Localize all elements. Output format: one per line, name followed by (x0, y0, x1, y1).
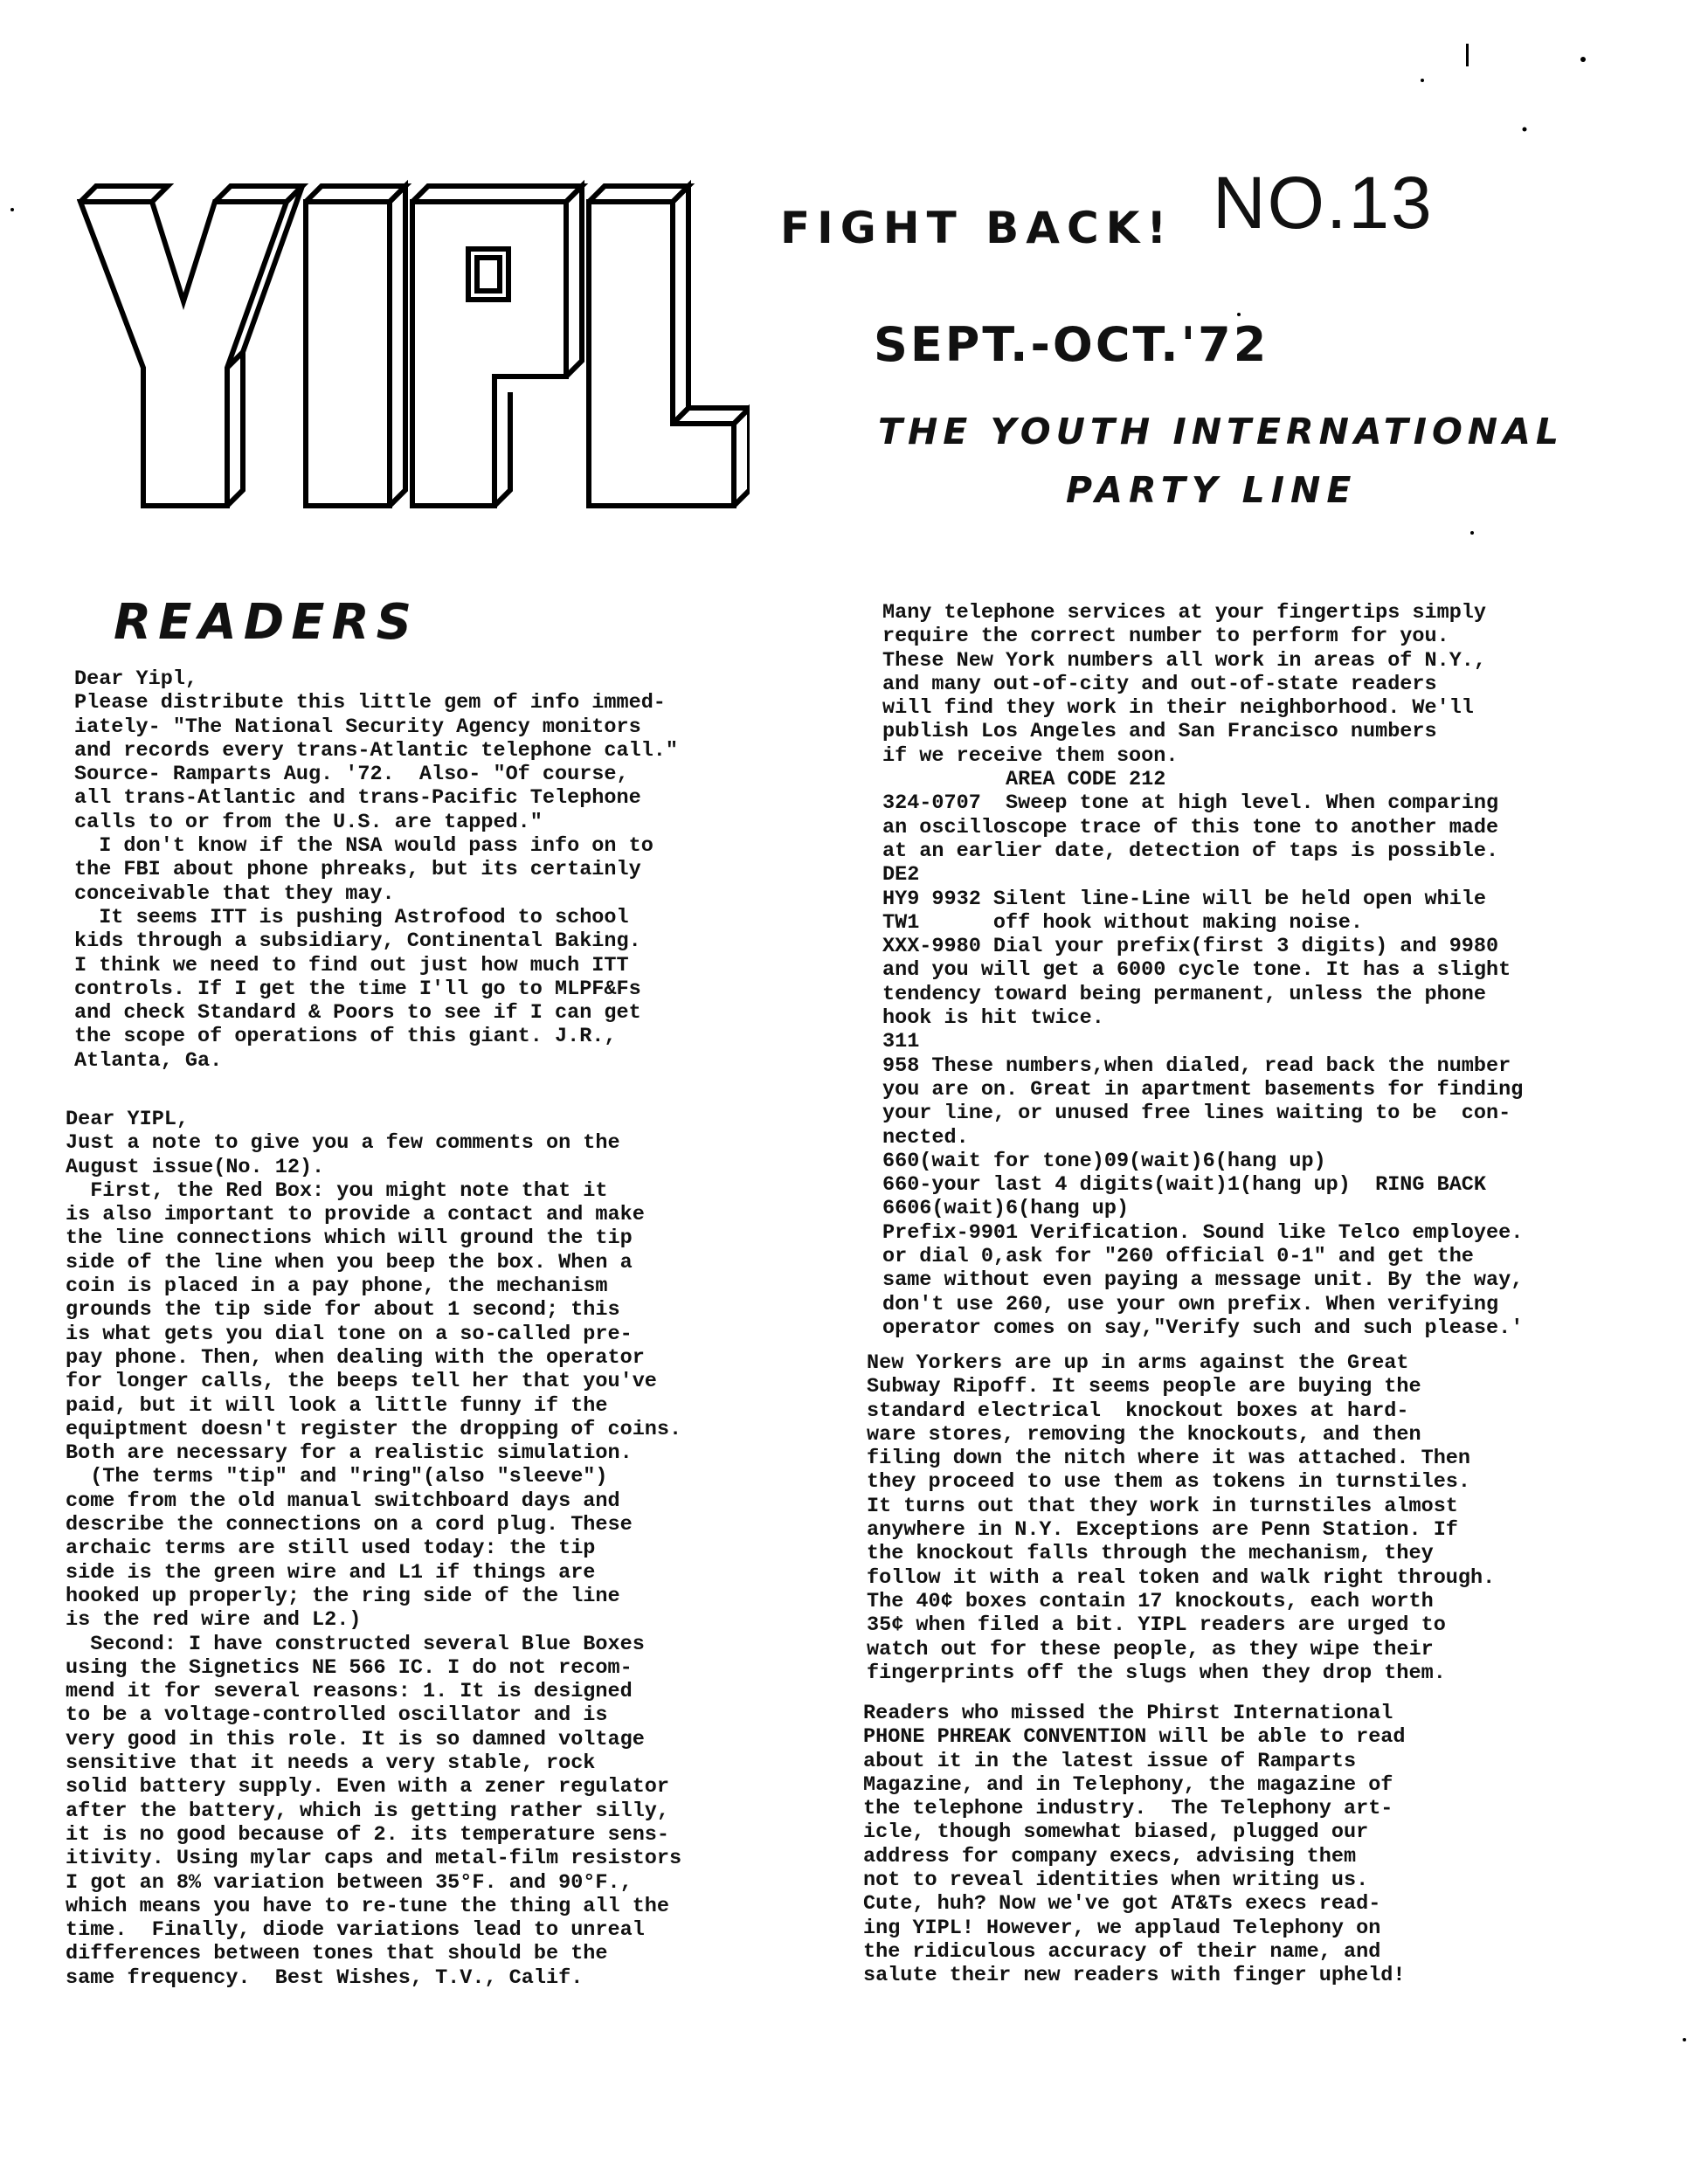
letter-from-atlanta: Dear Yipl, Please distribute this little gem of info immed- iately- "The National Security Agency monitors and records every trans-Atlantic telephone call." Source- Ramparts Aug. '72. Also- "Of course, all trans-Atlantic and trans-Pacific Telephone calls to or from the U.S. are tapped." I don't know if the NSA would pass info on to the FBI about phone phreaks, but its certainly conceivable that they may. It seems ITT is pushing Astrofood to school kids through a subsidiary, Continental Baking. I think we need to find out just how much ITT controls. If I get the time I'll go to MLPF&Fs and check Standard & Poors to see if I can get the scope of operations of this giant. J.R., Atlanta, Ga. (74, 667, 679, 1073)
subway-ripoff-article: New Yorkers are up in arms against the Great Subway Ripoff. It seems people are buying the standard electrical knockout boxes at hard- ware stores, removing the knockouts, and then filing down the nitch where it was attached. Then they proceed to use them as tokens in turnstiles. It turns out that they work in turnstiles almost anywhere in N.Y. Exceptions are Penn Station. If the knockout falls through the mechanism, they follow it with a real token and walk right through. The 40¢ boxes contain 17 knockouts, each worth 35¢ when filed a bit. YIPL readers are urged to watch out for these people, as they wipe their fingerprints off the slugs when they drop them. (867, 1351, 1496, 1685)
tagline-line-1: THE YOUTH INTERNATIONAL (878, 411, 1564, 452)
issue-number: NO.13 (1213, 162, 1434, 244)
telephone-services-article: Many telephone services at your fingertips simply require the correct number to perform for you. These New York numbers all work in areas of N.Y., and many out-of-city and out-of-state readers will find they work in their neighborhood. We'll publish Los Angeles and San Francisco numbers if we receive them soon. AREA CODE 212 324-0707 Sweep tone at high level. When comparing an oscilloscope trace of this tone to another made at an earlier date, detection of taps is possible. DE2 HY9 9932 Silent line-Line will be held open while TW1 off hook without making noise. XXX-9980 Dial your prefix(first 3 digits) and 9980 and you will get a 6000 cycle tone. It has a slight tendency toward being permanent, unless the phone hook is hit twice. 311 958 These numbers,when dialed, read back the number you are on. Great in apartment basements for finding your line, or unused free lines waiting to be con- nected. 660(wait for tone)09(wait)6(hang up) 660-your last 4 digits(wait)1(hang up) RING BACK 6606(wait)6(hang up) Prefix-9901 Verification. Sound like Telco employee. or dial 0,ask for "260 official 0-1" and get the same without even paying a message unit. By the way, don't use 260, use your own prefix. When verifying operator comes on say,"Verify such and such please.' (882, 601, 1524, 1340)
readers-heading: READERS (114, 594, 418, 651)
slogan: FIGHT BACK! (780, 203, 1174, 253)
issue-date: SEPT.-OCT.'72 (874, 317, 1269, 372)
tagline-line-2: PARTY LINE (1066, 469, 1358, 511)
phone-phreak-convention-article: Readers who missed the Phirst International PHONE PHREAK CONVENTION will be able to read about it in the latest issue of Ramparts Magazine, and in Telephony, the magazine of the telephone industry. The Telephony art- icle, though somewhat biased, plugged our address for company execs, advising them not to reveal identities when writing us. Cute, huh? Now we've got AT&Ts execs read- ing YIPL! However, we applaud Telephony on the ridiculous accuracy of their name, and salute their new readers with finger upheld! (863, 1702, 1406, 1988)
letter-from-california: Dear YIPL, Just a note to give you a few comments on the August issue(No. 12). First, the Red Box: you might note that it is also important to provide a contact and make the line connections which will ground the tip side of the line when you beep the box. When a coin is placed in a pay phone, the mechanism grounds the tip side for about 1 second; this is what gets you dial tone on a so-called pre- pay phone. Then, when dealing with the operator for longer calls, the beeps tell her that you've paid, but it will look a little funny if the equiptment doesn't register the dropping of coins. Both are necessary for a realistic simulation. (The terms "tip" and "ring"(also "sleeve") come from the old manual switchboard days and describe the connections on a cord plug. These archaic terms are still used today: the tip side is the green wire and L1 if things are hooked up properly; the ring side of the line is the red wire and L2.) Second: I have constructed several Blue Boxes using the Signetics NE 566 IC. I do not recom- mend it for several reasons: 1. It is designed to be a voltage-controlled oscillator and is very good in this role. It is so damned voltage sensitive that it needs a very stable, rock solid battery supply. Even with a zener regulator after the battery, which is getting rather silly, it is no good because of 2. its temperature sens- itivity. Using mylar caps and metal-film resistors I got an 8% variation between 35°F. and 90°F., which means you have to re-tune the thing all the time. Finally, diode variations lead to unreal differences between tones that should be the same frequency. Best Wishes, T.V., Calif. (66, 1108, 682, 1990)
